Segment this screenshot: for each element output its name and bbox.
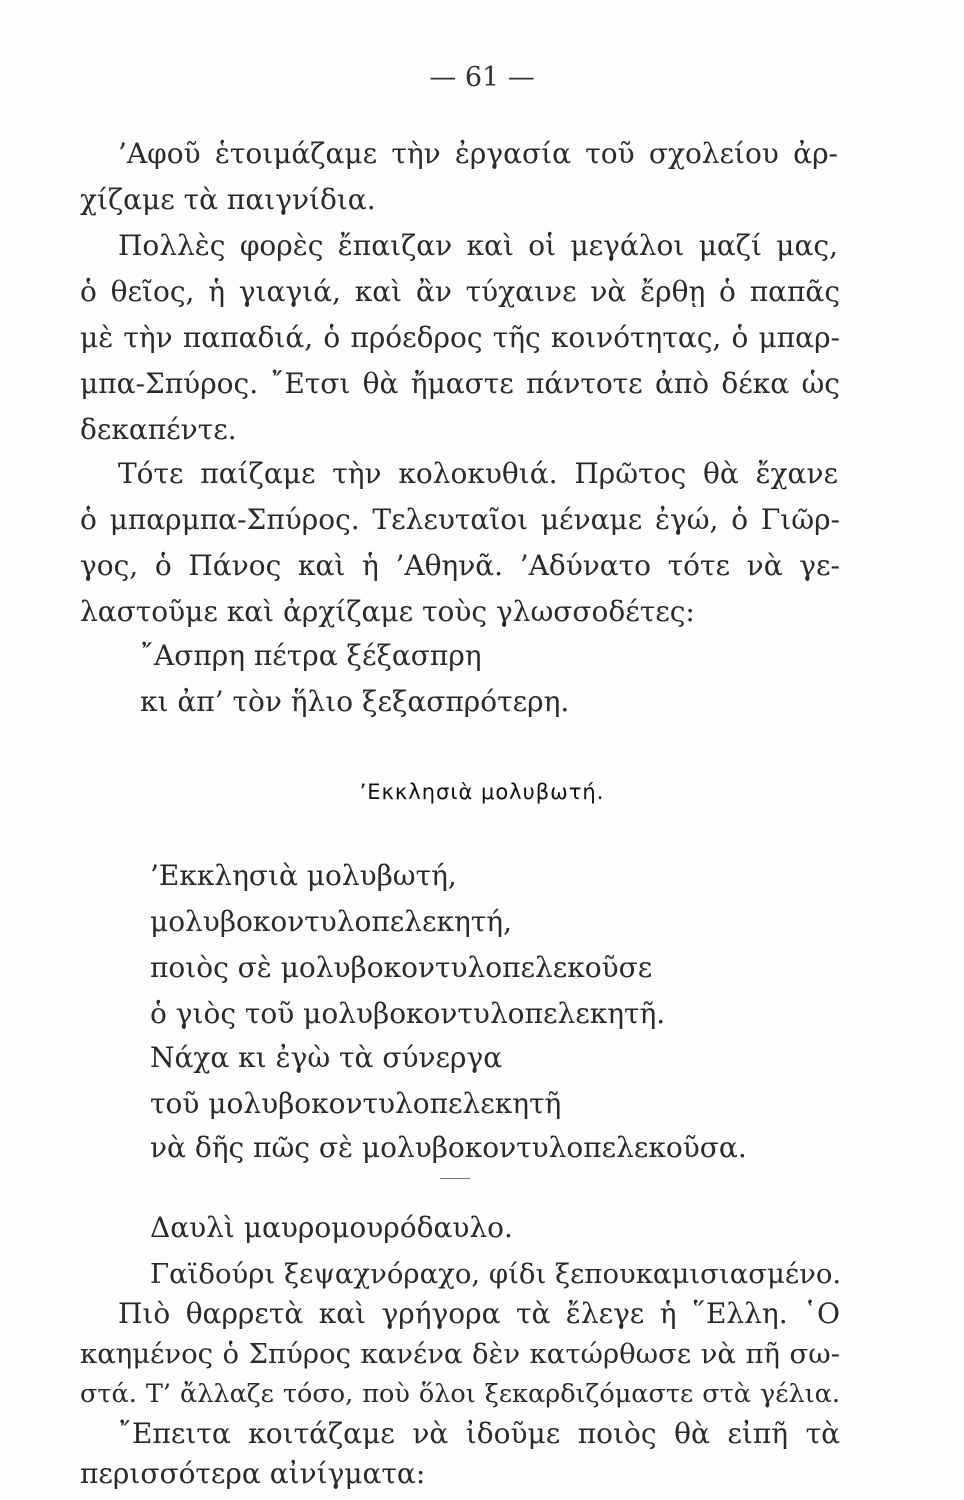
text-line: χίζαμε τὰ παιγνίδια. — [80, 183, 376, 216]
text-line: Γαϊδούρι ξεψαχνόραχο, φίδι ξεπουκαμισιασμένο. — [150, 1258, 842, 1290]
poem-line: ποιὸς σὲ μολυβοκοντυλοπελεκοῦσε — [150, 951, 653, 984]
text-line: στά. Τ’ ἄλλαζε τόσο, ποὺ ὅλοι ξεκαρδιζόμαστε στὰ γέλια. — [80, 1379, 840, 1409]
text-line: περισσότερα αἰνίγματα: — [80, 1457, 426, 1490]
page-number: — 61 — — [429, 62, 535, 93]
text-line: ὁ θεῖος, ἡ γιαγιά, καὶ ἂν τύχαινε νὰ ἔρθῃ ὁ παπᾶς — [80, 275, 840, 308]
text-line: ῎Ασπρη πέτρα ξέξασπρη — [140, 639, 482, 672]
section-divider — [440, 1178, 470, 1179]
poem-line: τοῦ μολυβοκοντυλοπελεκητῆ — [150, 1087, 562, 1120]
text-line: γος, ὁ Πάνος καὶ ἡ ’Αθηνᾶ. ’Αδύνατο τότε νὰ γε- — [80, 549, 840, 582]
text-line: Τότε παίζαμε τὴν κολοκυθιά. Πρῶτος θὰ ἔχανε — [118, 457, 838, 490]
poem-line: ὁ γιὸς τοῦ μολυβοκοντυλοπελεκητῆ. — [150, 997, 666, 1030]
text-line: μπα-Σπύρος. ῎Ετσι θὰ ἤμαστε πάντοτε ἀπὸ δέκα ὡς — [80, 367, 840, 400]
poem-line: ’Εκκλησιὰ μολυβωτή, — [150, 859, 457, 892]
poem-line: νὰ δῆς πῶς σὲ μολυβοκοντυλοπελεκοῦσα. — [150, 1131, 747, 1164]
text-line: Πιὸ θαρρετὰ καὶ γρήγορα τὰ ἔλεγε ἡ ῞Ελλη. ῾Ο — [118, 1297, 840, 1330]
text-line: ’Αφοῦ ἑτοιμάζαμε τὴν ἐργασία τοῦ σχολείου ἀρ- — [118, 137, 838, 170]
text-line: ῎Επειτα κοιτάζαμε νὰ ἰδοῦμε ποιὸς θὰ εἰπῆ τὰ — [118, 1417, 840, 1450]
text-line: Πολλὲς φορὲς ἔπαιζαν καὶ οἱ μεγάλοι μαζί μας, — [118, 229, 838, 262]
text-line: κι ἀπ’ τὸν ἥλιο ξεξασπρότερη. — [140, 685, 570, 718]
text-line: καημένος ὁ Σπύρος κανένα δὲν κατώρθωσε νὰ πῆ σω- — [80, 1338, 840, 1370]
text-line: δεκαπέντε. — [80, 413, 237, 446]
text-line: Δαυλὶ μαυρομουρόδαυλο. — [150, 1211, 513, 1244]
text-line: ὁ μπαρμπα-Σπύρος. Τελευταῖοι μέναμε ἐγώ, ὁ Γιῶρ- — [80, 503, 840, 536]
text-line: μὲ τὴν παπαδιά, ὁ πρόεδρος τῆς κοινότητας, ὁ μπαρ- — [80, 321, 840, 354]
text-line: λαστοῦμε καὶ ἀρχίζαμε τοὺς γλωσσοδέτες: — [80, 595, 695, 628]
poem-line: μολυβοκοντυλοπελεκητή, — [150, 905, 512, 938]
poem-line: Νάχα κι ἐγὼ τὰ σύνεργα — [150, 1041, 503, 1074]
poem-heading: ’Εκκλησιὰ μολυβωτή. — [359, 780, 605, 804]
